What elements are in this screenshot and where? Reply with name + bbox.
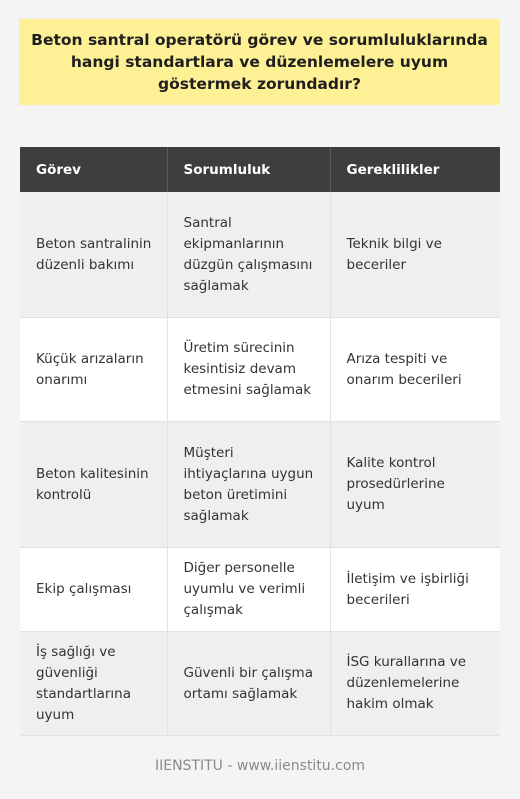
- table-cell: Teknik bilgi ve beceriler: [330, 192, 500, 318]
- table-row: [20, 548, 500, 632]
- table-row: [20, 422, 500, 548]
- table-cell: Kalite kontrol prosedürlerine uyum: [330, 422, 500, 548]
- header-gorev: Görev: [20, 147, 167, 192]
- table-cell: Beton santralinin düzenli bakımı: [20, 192, 167, 318]
- table-cell: Beton kalitesinin kontrolü: [20, 422, 167, 548]
- table-cell: Küçük arızaların onarımı: [20, 318, 167, 422]
- page-title: Beton santral operatörü görev ve sorumluluklarında hangi standartlara ve düzenlemelere uyum göstermek zorundadır?: [31, 31, 488, 93]
- table-cell: İSG kurallarına ve düzenlemelerine hakim olmak: [330, 632, 500, 736]
- table-header-row: [20, 147, 500, 192]
- table-cell: Santral ekipmanlarının düzgün çalışmasını sağlamak: [167, 192, 330, 318]
- footer-credit: IIENSTITU - www.iienstitu.com: [154, 758, 366, 774]
- header-gereklilikler: Gereklilikler: [330, 147, 500, 192]
- table-cell: Diğer personelle uyumlu ve verimli çalışmak: [167, 548, 330, 632]
- duties-table: [20, 147, 500, 736]
- title-banner: [19, 19, 500, 105]
- table-row: [20, 318, 500, 422]
- table-row: [20, 632, 500, 736]
- table-row: [20, 192, 500, 318]
- header-sorumluluk: Sorumluluk: [167, 147, 330, 192]
- table-cell: İletişim ve işbirliği becerileri: [330, 548, 500, 632]
- table-cell: Arıza tespiti ve onarım becerileri: [330, 318, 500, 422]
- table-cell: Ekip çalışması: [20, 548, 167, 632]
- table-cell: Müşteri ihtiyaçlarına uygun beton üretimini sağlamak: [167, 422, 330, 548]
- table-cell: Üretim sürecinin kesintisiz devam etmesini sağlamak: [167, 318, 330, 422]
- table-cell: İş sağlığı ve güvenliği standartlarına uyum: [20, 632, 167, 736]
- table-cell: Güvenli bir çalışma ortamı sağlamak: [167, 632, 330, 736]
